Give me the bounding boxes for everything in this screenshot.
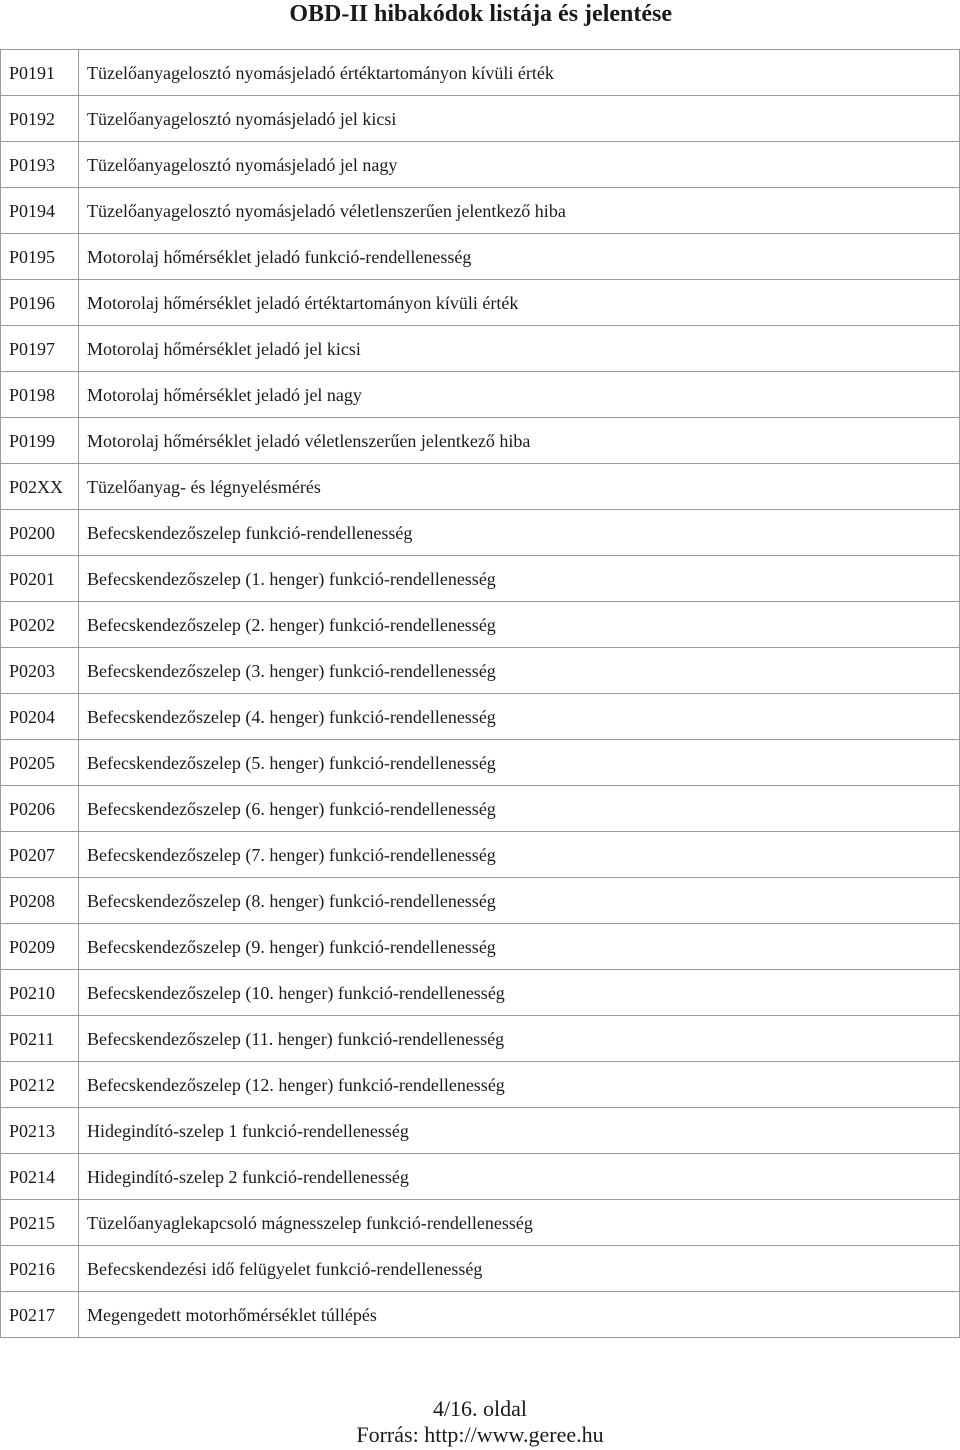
table-row — [1, 510, 960, 556]
table-row — [1, 1108, 960, 1154]
table-row — [1, 234, 960, 280]
table-row — [1, 740, 960, 786]
page-footer — [0, 1396, 960, 1448]
table-row — [1, 96, 960, 142]
table-row — [1, 1062, 960, 1108]
fault-description: Tüzelőanyagelosztó nyomásjeladó jel kicsi — [79, 96, 960, 142]
fault-description: Befecskendezőszelep (5. henger) funkció-rendellenesség — [79, 740, 960, 786]
fault-code: P0207 — [1, 832, 79, 878]
fault-code: P0191 — [1, 50, 79, 96]
page-number: 4/16. oldal — [432, 1396, 528, 1421]
fault-code: P02XX — [1, 464, 79, 510]
source-link[interactable]: Forrás: http://www.geree.hu — [356, 1422, 604, 1447]
fault-description: Befecskendezőszelep (1. henger) funkció-rendellenesség — [79, 556, 960, 602]
fault-description: Befecskendezőszelep (8. henger) funkció-rendellenesség — [79, 878, 960, 924]
fault-description: Motorolaj hőmérséklet jeladó jel kicsi — [79, 326, 960, 372]
table-row — [1, 464, 960, 510]
fault-code: P0208 — [1, 878, 79, 924]
fault-description: Tüzelőanyagelosztó nyomásjeladó véletlenszerűen jelentkező hiba — [79, 188, 960, 234]
fault-description: Megengedett motorhőmérséklet túllépés — [79, 1292, 960, 1338]
fault-code: P0217 — [1, 1292, 79, 1338]
fault-code: P0212 — [1, 1062, 79, 1108]
table-row — [1, 326, 960, 372]
fault-code: P0195 — [1, 234, 79, 280]
page-header — [0, 0, 960, 34]
fault-code: P0203 — [1, 648, 79, 694]
table-row — [1, 1200, 960, 1246]
fault-description: Tüzelőanyag- és légnyelésmérés — [79, 464, 960, 510]
fault-description: Befecskendezőszelep (2. henger) funkció-rendellenesség — [79, 602, 960, 648]
table-row — [1, 924, 960, 970]
table-row — [1, 694, 960, 740]
fault-description: Motorolaj hőmérséklet jeladó funkció-rendellenesség — [79, 234, 960, 280]
fault-description: Befecskendezőszelep (12. henger) funkció-rendellenesség — [79, 1062, 960, 1108]
fault-code-table — [0, 49, 960, 1338]
fault-code: P0215 — [1, 1200, 79, 1246]
fault-description: Befecskendezőszelep (9. henger) funkció-rendellenesség — [79, 924, 960, 970]
fault-description: Tüzelőanyagelosztó nyomásjeladó értéktartományon kívüli érték — [79, 50, 960, 96]
fault-description: Befecskendezőszelep (11. henger) funkció-rendellenesség — [79, 1016, 960, 1062]
fault-description: Befecskendezőszelep (3. henger) funkció-rendellenesség — [79, 648, 960, 694]
fault-code: P0193 — [1, 142, 79, 188]
fault-code-table-body — [1, 50, 960, 1338]
fault-description: Befecskendezési idő felügyelet funkció-rendellenesség — [79, 1246, 960, 1292]
fault-description: Motorolaj hőmérséklet jeladó véletlenszerűen jelentkező hiba — [79, 418, 960, 464]
table-row — [1, 602, 960, 648]
fault-code: P0198 — [1, 372, 79, 418]
fault-description: Befecskendezőszelep (10. henger) funkció-rendellenesség — [79, 970, 960, 1016]
fault-code: P0199 — [1, 418, 79, 464]
table-row — [1, 556, 960, 602]
table-row — [1, 142, 960, 188]
fault-code: P0216 — [1, 1246, 79, 1292]
table-row — [1, 372, 960, 418]
fault-description: Befecskendezőszelep (4. henger) funkció-rendellenesség — [79, 694, 960, 740]
table-row — [1, 280, 960, 326]
fault-description: Hidegindító-szelep 2 funkció-rendellenesség — [79, 1154, 960, 1200]
fault-code: P0213 — [1, 1108, 79, 1154]
fault-code: P0205 — [1, 740, 79, 786]
table-row — [1, 1246, 960, 1292]
fault-description: Befecskendezőszelep funkció-rendellenesség — [79, 510, 960, 556]
table-row — [1, 418, 960, 464]
fault-description: Befecskendezőszelep (7. henger) funkció-rendellenesség — [79, 832, 960, 878]
fault-description: Tüzelőanyaglekapcsoló mágnesszelep funkció-rendellenesség — [79, 1200, 960, 1246]
table-row — [1, 832, 960, 878]
fault-code: P0200 — [1, 510, 79, 556]
fault-description: Tüzelőanyagelosztó nyomásjeladó jel nagy — [79, 142, 960, 188]
fault-code: P0214 — [1, 1154, 79, 1200]
fault-description: Motorolaj hőmérséklet jeladó értéktartományon kívüli érték — [79, 280, 960, 326]
fault-code: P0210 — [1, 970, 79, 1016]
fault-description: Befecskendezőszelep (6. henger) funkció-rendellenesség — [79, 786, 960, 832]
table-row — [1, 878, 960, 924]
fault-code: P0201 — [1, 556, 79, 602]
fault-code: P0192 — [1, 96, 79, 142]
table-row — [1, 648, 960, 694]
fault-code: P0197 — [1, 326, 79, 372]
table-row — [1, 786, 960, 832]
table-row — [1, 1292, 960, 1338]
fault-code: P0209 — [1, 924, 79, 970]
fault-code: P0196 — [1, 280, 79, 326]
fault-description: Hidegindító-szelep 1 funkció-rendellenesség — [79, 1108, 960, 1154]
fault-description: Motorolaj hőmérséklet jeladó jel nagy — [79, 372, 960, 418]
table-row — [1, 1154, 960, 1200]
document-title: OBD-II hibakódok listája és jelentése — [289, 1, 672, 27]
table-row — [1, 50, 960, 96]
fault-code: P0206 — [1, 786, 79, 832]
fault-code: P0204 — [1, 694, 79, 740]
fault-code: P0211 — [1, 1016, 79, 1062]
table-row — [1, 970, 960, 1016]
table-row — [1, 188, 960, 234]
fault-code: P0194 — [1, 188, 79, 234]
fault-code: P0202 — [1, 602, 79, 648]
table-row — [1, 1016, 960, 1062]
